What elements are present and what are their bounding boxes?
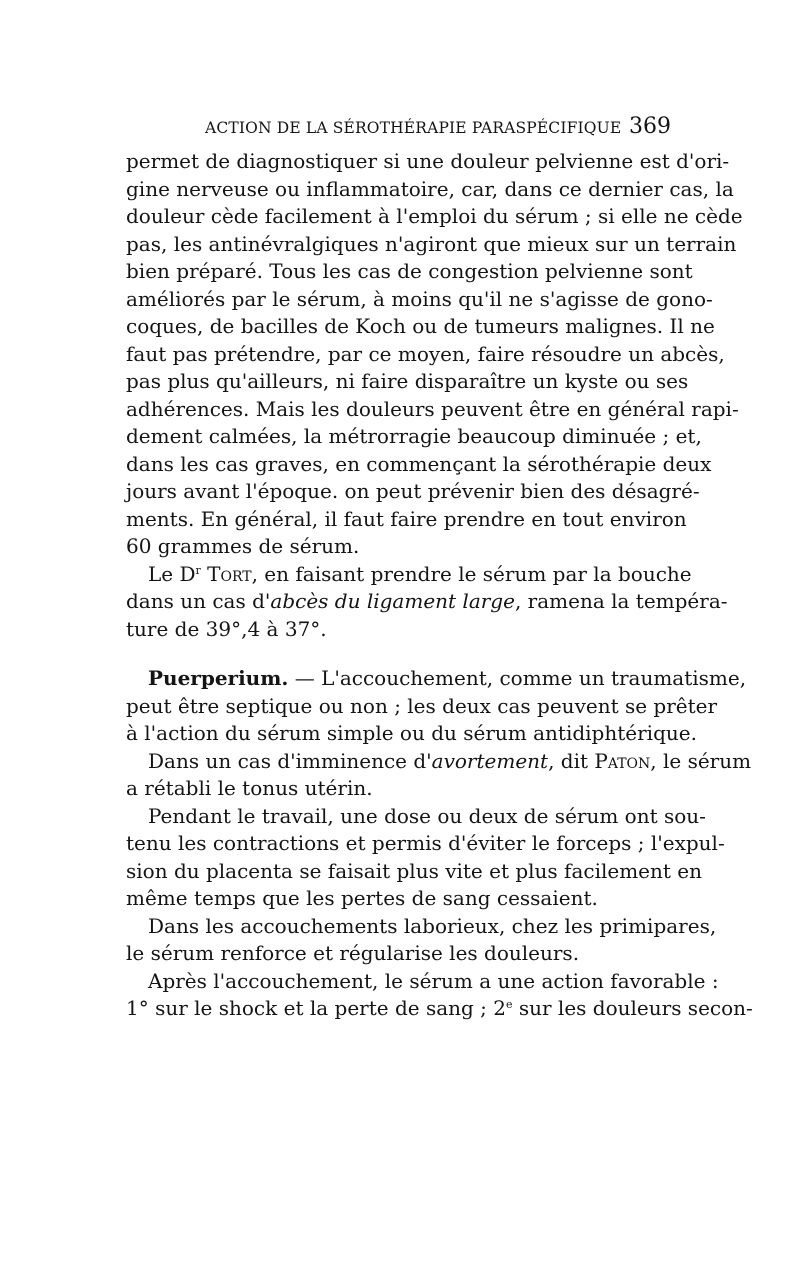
paragraph-after-birth [126, 968, 753, 1023]
superscript: r [195, 563, 201, 577]
text-line: tenu les contractions et permis d'éviter le forceps ; l'expul- [126, 831, 725, 855]
text-run: dans un cas d' [126, 589, 271, 613]
body-text [126, 148, 753, 1023]
paragraph-pelvic-pain [126, 148, 743, 561]
text-line: Pendant le travail, une dose ou deux de sérum ont sou- [148, 803, 706, 828]
paragraph-tort [126, 561, 728, 644]
paragraph-labor [126, 803, 725, 913]
text-line [126, 748, 752, 776]
running-title: ACTION DE LA SÉROTHÉRAPIE PARASPÉCIFIQUE [205, 119, 622, 137]
text-line: sion du placenta se faisait plus vite et plus facilement en [126, 858, 703, 883]
text-line: bien préparé. Tous les cas de congestion pelvienne sont [126, 259, 693, 283]
text-run: 1° [126, 996, 149, 1020]
text-line: faut pas prétendre, par ce moyen, faire résoudre un abcès, [126, 341, 725, 366]
text-line: a rétabli le tonus utérin. [126, 776, 373, 800]
author-name: Tort [207, 561, 252, 586]
text-run: , ramena la tempéra- [514, 589, 728, 613]
text-line: 60 grammes de sérum. [126, 534, 360, 558]
text-line: le sérum renforce et régularise les douleurs. [126, 941, 580, 965]
text-line: à l'action du sérum simple ou du sérum antidiphtérique. [126, 721, 697, 745]
text-line: dans les cas graves, en commençant la sérothérapie deux [126, 451, 712, 476]
paragraph-difficult-births [126, 913, 717, 968]
text-line: douleur cède facilement à l'emploi du sérum ; si elle ne cède [126, 204, 743, 228]
text-line [126, 995, 753, 1023]
superscript: e [506, 998, 513, 1011]
text-line: Dans les accouchements laborieux, chez les primipares, [148, 913, 717, 938]
paragraph-puerperium [126, 665, 747, 748]
italic-term: avortement [431, 748, 549, 773]
text-line: gine nerveuse ou inflammatoire, car, dans ce dernier cas, la [126, 176, 734, 201]
text-line: peut être septique ou non ; les deux cas peuvent se prêter [126, 693, 718, 718]
text-line: même temps que les pertes de sang cessaient. [126, 886, 598, 910]
text-line: permet de diagnostiquer si une douleur pelvienne est d'ori- [126, 149, 730, 173]
text-line: améliorés par le sérum, à moins qu'il ne s'agisse de gono- [126, 286, 713, 311]
text-line [126, 561, 692, 589]
text-line: pas plus qu'ailleurs, ni faire disparaître un kyste ou ses [126, 369, 689, 393]
text-run: sur les douleurs secon- [512, 996, 753, 1020]
text-line: ture de 39°,4 à 37°. [126, 616, 327, 641]
text-run: Dans un cas d'imminence d' [148, 748, 432, 773]
text-line [126, 588, 728, 616]
author-name: Paton [594, 748, 651, 773]
text-line: pas, les antinévralgiques n'agiront que mieux sur un terrain [126, 231, 737, 256]
text-run: sur le shock et la perte de sang ; 2 [148, 996, 506, 1020]
section-heading: Puerperium. [148, 666, 289, 690]
text-run: — L'accouchement, comme un traumatisme, [288, 666, 747, 690]
text-run: , dit [548, 748, 595, 773]
italic-term: abcès du ligament large [270, 589, 515, 613]
text-run: Le D [148, 561, 196, 586]
text-line: jours avant l'époque. on peut prévenir bien des désagré- [126, 479, 700, 503]
text-line: dement calmées, la métrorragie beaucoup diminuée ; et, [126, 424, 702, 448]
page-number: 369 [629, 114, 671, 139]
text-line: ments. En général, il faut faire prendre en tout environ [126, 506, 687, 531]
text-line: coques, de bacilles de Koch ou de tumeurs malignes. Il ne [126, 314, 715, 338]
text-line: Après l'accouchement, le sérum a une action favorable : [148, 968, 719, 993]
text-run: , le sérum [650, 748, 752, 773]
paragraph-paton [126, 748, 752, 803]
text-line: adhérences. Mais les douleurs peuvent être en général rapi- [126, 396, 739, 421]
text-run: , en faisant prendre le sérum par la bouche [251, 561, 692, 586]
text-line [126, 665, 747, 693]
running-header [205, 114, 673, 144]
